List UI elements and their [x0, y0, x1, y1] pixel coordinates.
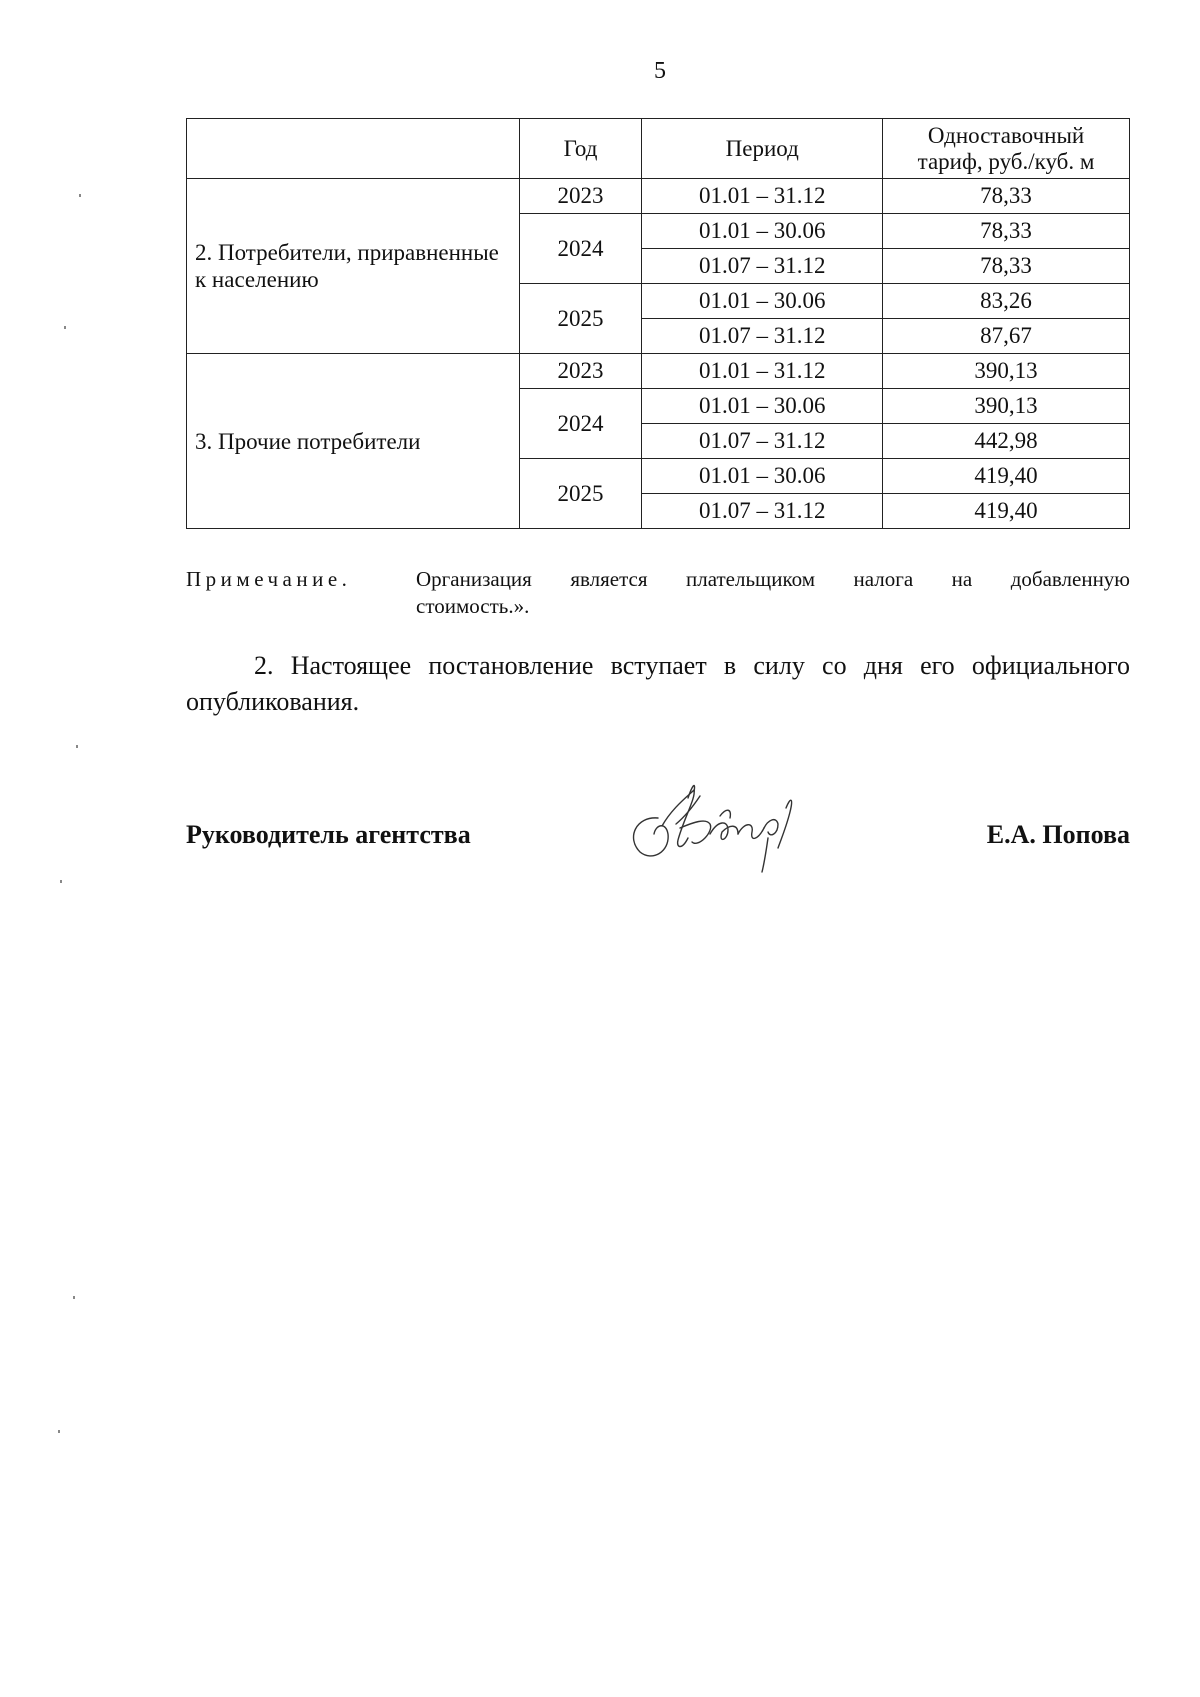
tariff-cell: 78,33	[883, 179, 1130, 214]
signatory-name: Е.А. Попова	[986, 820, 1130, 849]
period-cell: 01.07 – 31.12	[642, 424, 883, 459]
note-label: Примечание.	[186, 567, 352, 591]
tariff-cell: 390,13	[883, 354, 1130, 389]
tariff-table	[186, 118, 1130, 529]
clause-line1: 2. Настоящее постановление вступает в силу со дня его официального	[254, 651, 1130, 680]
tariff-cell: 83,26	[883, 284, 1130, 319]
tariff-cell: 442,98	[883, 424, 1130, 459]
period-cell: 01.01 – 30.06	[642, 214, 883, 249]
consumer-category: 2. Потребители, приравненные к населению	[187, 179, 520, 354]
period-cell: 01.01 – 31.12	[642, 354, 883, 389]
scan-speck	[73, 1296, 75, 1299]
period-cell: 01.07 – 31.12	[642, 494, 883, 529]
year-cell: 2024	[519, 214, 642, 284]
note-text-line1: Организация является плательщиком налога на добавленную	[416, 567, 1130, 591]
handwritten-signature	[618, 768, 808, 878]
page-number: 5	[654, 58, 666, 84]
year-cell: 2023	[519, 179, 642, 214]
consumer-category: 3. Прочие потребители	[187, 354, 520, 529]
signatory-title: Руководитель агентства	[186, 820, 471, 849]
scan-speck	[64, 326, 66, 329]
period-cell: 01.01 – 30.06	[642, 284, 883, 319]
note-text-line2: стоимость.».	[416, 594, 530, 618]
tariff-cell: 419,40	[883, 494, 1130, 529]
tariff-cell: 390,13	[883, 389, 1130, 424]
clause-2	[186, 648, 1130, 720]
tariff-cell: 78,33	[883, 214, 1130, 249]
period-cell: 01.01 – 30.06	[642, 459, 883, 494]
year-cell: 2025	[519, 284, 642, 354]
header-year: Год	[519, 119, 642, 179]
period-cell: 01.01 – 31.12	[642, 179, 883, 214]
tariff-cell: 78,33	[883, 249, 1130, 284]
year-cell: 2023	[519, 354, 642, 389]
header-period: Период	[642, 119, 883, 179]
header-category	[187, 119, 520, 179]
scan-speck	[79, 194, 81, 197]
period-cell: 01.07 – 31.12	[642, 319, 883, 354]
header-tariff-label: Одноставочный тариф, руб./куб. м	[917, 122, 1095, 174]
period-cell: 01.07 – 31.12	[642, 249, 883, 284]
table-body	[187, 179, 1130, 529]
tariff-cell: 419,40	[883, 459, 1130, 494]
scan-speck	[76, 745, 78, 748]
scan-speck	[58, 1430, 60, 1433]
tariff-cell: 87,67	[883, 319, 1130, 354]
year-cell: 2024	[519, 389, 642, 459]
period-cell: 01.01 – 30.06	[642, 389, 883, 424]
table-row	[187, 179, 1130, 214]
table-row	[187, 354, 1130, 389]
year-cell: 2025	[519, 459, 642, 529]
header-tariff	[883, 119, 1130, 179]
clause-line2: опубликования.	[186, 687, 360, 716]
table-header-row	[187, 119, 1130, 179]
scan-speck	[60, 880, 62, 883]
